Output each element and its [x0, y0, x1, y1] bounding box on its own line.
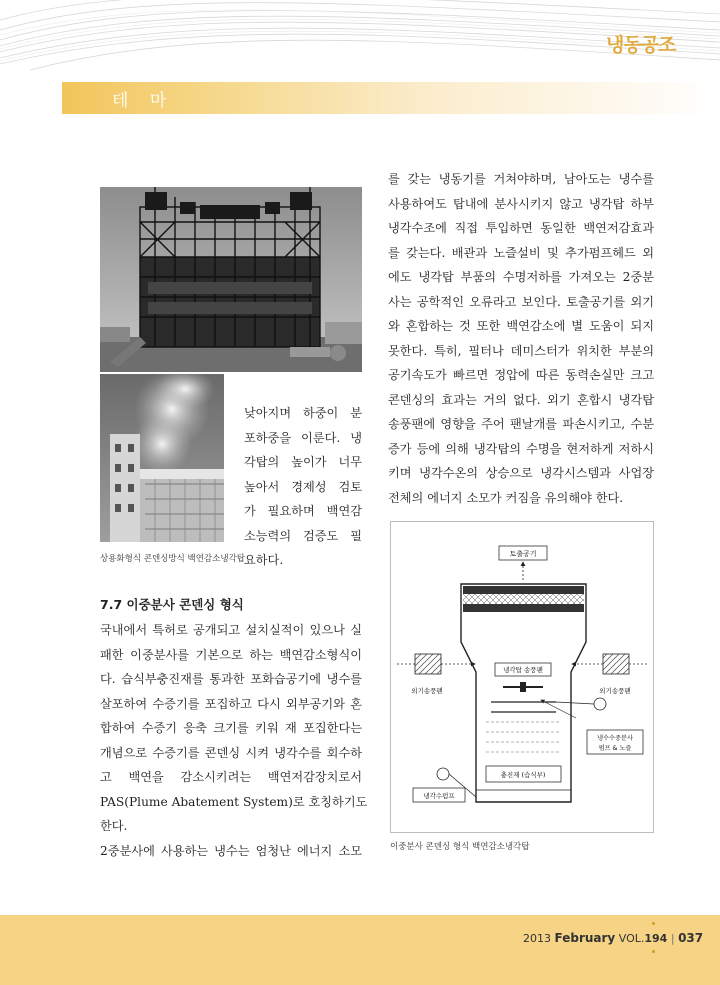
outer-fan-right-label: 외기송풍팬: [599, 687, 631, 695]
text-line: 사용하여도 탑내에 분사시키지 않고 냉각탑 하부: [388, 196, 654, 211]
text-line: 살포하여 수증기를 포집하고 다시 외부공기와 혼: [100, 696, 362, 711]
text-line: 증가 등에 의해 냉각탑의 수명을 현저하게 저하시: [388, 441, 654, 456]
magazine-logo: 냉동공조: [606, 34, 676, 56]
footer-issue-info: [523, 931, 703, 945]
text-line: 개념으로 수증기를 콘덴싱 시켜 냉각수를 회수하: [100, 745, 362, 760]
text-line: 한다.: [100, 819, 128, 833]
text-line: 에도 냉각탑 부품의 수명저하를 가져오는 2중분: [388, 270, 654, 284]
text-line: 요하다.: [244, 553, 284, 567]
text-line: 사는 공학적인 오류라고 보인다. 토출공기를 외기: [388, 294, 654, 309]
text-line: 각탑의 높이가 너무: [244, 455, 362, 469]
text-line: 소능력의 검증도 필: [244, 528, 362, 543]
section-label: 테 마: [112, 91, 175, 111]
spray-label-1: 냉수수중분사: [597, 735, 633, 742]
text-line: 키며 냉각수온의 상승으로 냉각시스템과 사업장: [388, 466, 654, 480]
text-line: 포하중을 이룬다. 냉: [244, 430, 362, 445]
photo-caption: 상용화형식 콘덴싱방식 백연감소냉각탑: [100, 554, 245, 564]
diagram-caption: 이중분사 콘덴싱 형식 백연감소냉각탑: [390, 842, 530, 852]
page-number: 037: [678, 931, 704, 945]
text-line: 냉각수조에 직접 투입하면 동일한 백연저감효과: [388, 221, 654, 235]
footer-vol-label: VOL.: [618, 932, 645, 945]
text-line: 전체의 에너지 소모가 커짐을 유의해야 한다.: [388, 490, 624, 505]
text-line: 고 백연을 감소시키려는 백연저감장치로서: [100, 770, 362, 784]
outer-fan-left: [415, 654, 441, 674]
text-line: 국내에서 특허로 공개되고 설치실적이 있으나 실: [100, 623, 362, 637]
spray-label-2: 펌프 & 노즐: [598, 745, 632, 752]
text-line: 콘덴싱의 효과는 거의 없다. 외기 혼합시 냉각탑: [388, 392, 654, 407]
pump-label: 냉각수펌프: [423, 792, 455, 800]
footer-month: February: [554, 931, 616, 945]
spray-pump-icon: [594, 698, 606, 710]
exhaust-label: 토출공기: [509, 550, 537, 558]
footer-vol-number: 194: [644, 932, 668, 945]
outer-fan-right: [603, 654, 629, 674]
footer-dot-bottom: [652, 950, 655, 953]
text-line: 와 혼합하는 것 또한 백연감소에 별 도움이 되지: [388, 319, 654, 333]
text-line: 송풍팬에 영향을 주어 팬날개를 파손시키고, 수분: [388, 417, 654, 431]
footer-bar: [0, 915, 720, 985]
fill-label: 충진재 (습식부): [500, 771, 546, 779]
left-column-text: [100, 618, 368, 863]
text-line: 공기속도가 빠르면 정압에 따른 동력손실만 크고: [388, 368, 654, 382]
outer-fan-left-label: 외기송풍팬: [411, 687, 443, 695]
wrap-text-block: [244, 401, 362, 573]
text-line: 낮아지며 하중이 분: [244, 406, 362, 420]
cooling-pump-icon: [437, 768, 449, 780]
text-line: 합하여 수증기 응축 크기를 키워 재 포집한다는: [100, 721, 362, 735]
text-line: 다. 습식부충진재를 통과한 포화습공기에 냉수를: [100, 672, 362, 686]
text-line: 2중분사에 사용하는 냉수는 엄청난 에너지 소모: [100, 843, 362, 858]
cooling-tower-photo: [100, 374, 224, 542]
text-line: PAS(Plume Abatement System)로 호칭하기도: [100, 794, 368, 809]
text-line: 가 필요하며 백연감: [244, 504, 362, 518]
section-heading: 7.7 이중분사 콘덴싱 형식: [100, 597, 244, 612]
footer-year: 2013: [523, 932, 551, 945]
fan-label: 냉각탑 송풍팬: [503, 666, 543, 674]
text-line: 를 갖는 냉동기를 거쳐야하며, 남아도는 냉수를: [388, 172, 654, 186]
steel-frame-photo: [100, 187, 362, 372]
footer-separator: |: [670, 932, 675, 945]
footer-dot-top: [652, 922, 655, 925]
text-line: 를 갖는다. 배관과 노즐설비 및 추가펌프헤드 외: [388, 245, 654, 260]
text-line: 패한 이중분사를 기본으로 하는 백연감소형식이: [100, 647, 362, 662]
text-line: 높아서 경제성 검토: [244, 479, 362, 494]
cooling-tower-diagram: [390, 521, 654, 833]
right-column-text: [388, 167, 654, 510]
text-line: 못한다. 특히, 필터나 데미스터가 위치한 부분의: [388, 343, 654, 358]
